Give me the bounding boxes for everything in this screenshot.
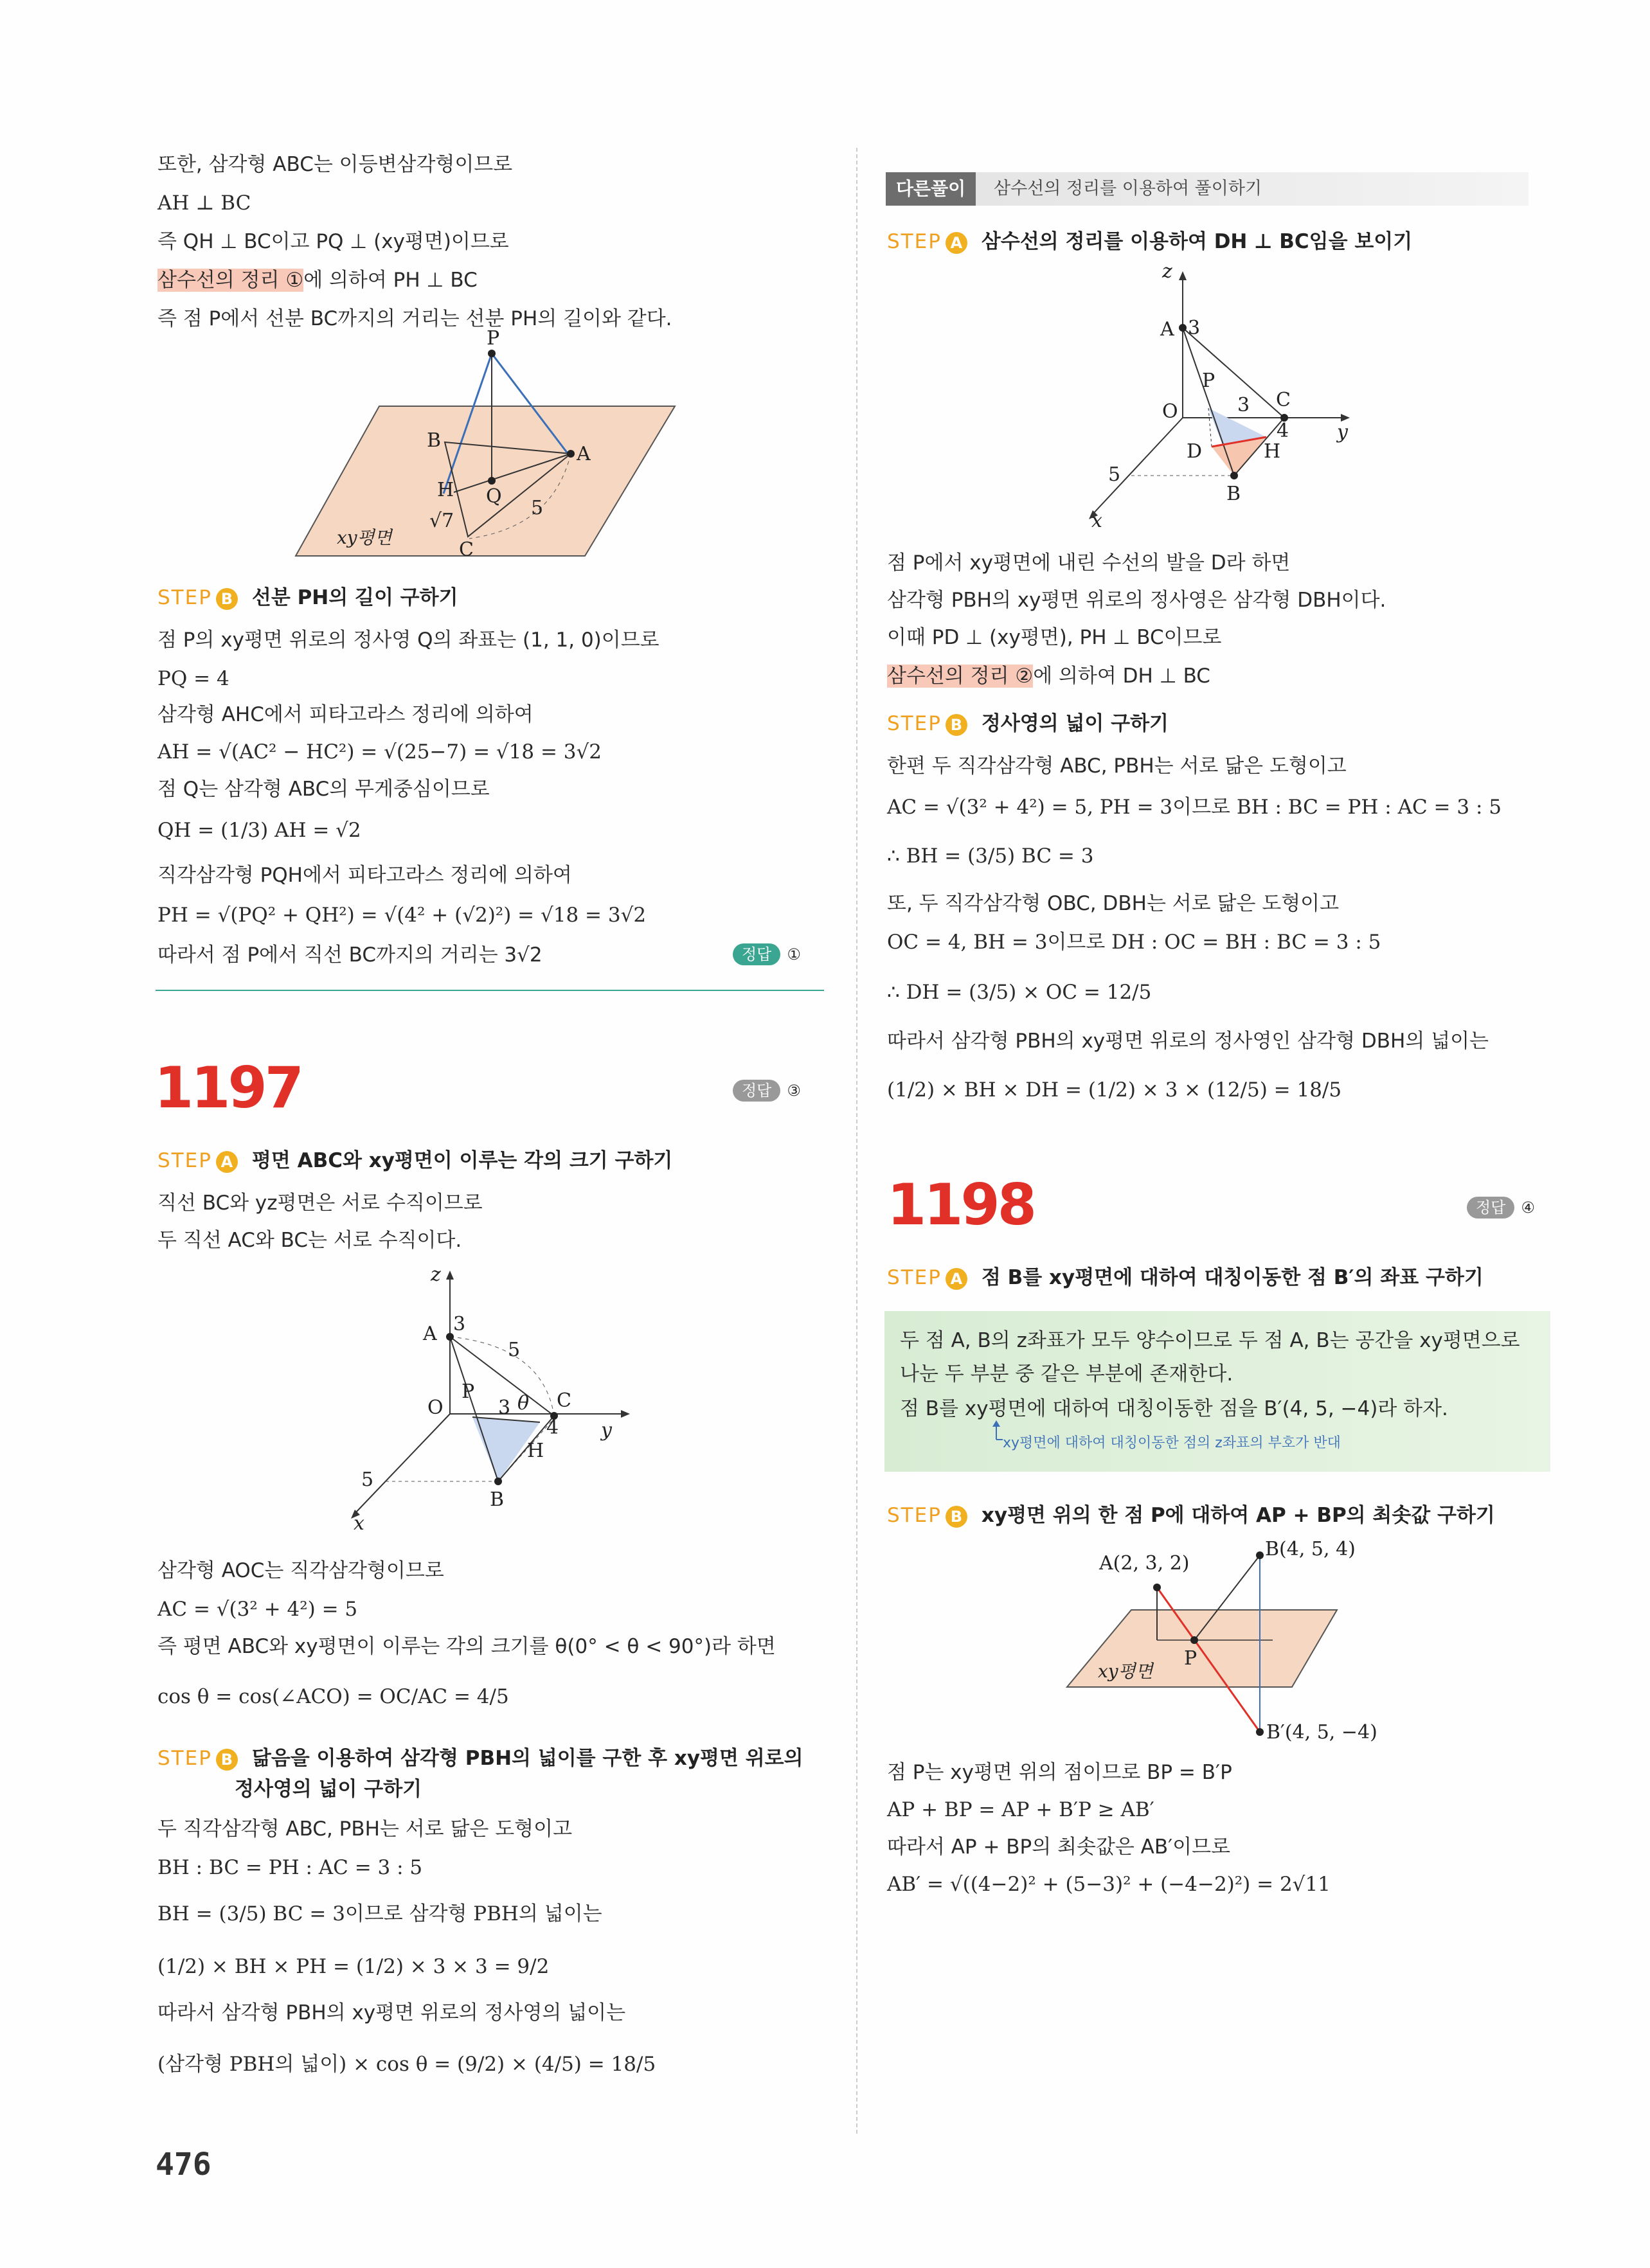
answer-badge: 정답 ④: [1467, 1197, 1535, 1219]
text-line: 삼각형 AHC에서 피타고라스 정리에 의하여: [157, 703, 534, 726]
fig2-label-P: P: [462, 1380, 475, 1403]
text-line: 나눈 두 부분 중 같은 부분에 존재한다.: [900, 1362, 1233, 1386]
text-line: 따라서 삼각형 PBH의 xy평면 위로의 정사영의 넓이는: [157, 2001, 626, 2024]
fig3-label-3: 3: [1188, 317, 1201, 339]
fig3-label-C: C: [1276, 389, 1291, 411]
highlight-theorem: 삼수선의 정리 ②: [887, 665, 1034, 688]
text-line: [887, 663, 1210, 689]
figure-plane-pyramid: [296, 327, 694, 566]
text-segment: 에 의하여 PH ⊥ BC: [303, 269, 478, 292]
fig3-label-z: z: [1162, 260, 1172, 283]
text-line: 직선 BC와 yz평면은 서로 수직이므로: [157, 1192, 483, 1215]
fig2-label-H: H: [527, 1440, 544, 1462]
answer-badge: 정답 ③: [733, 1080, 801, 1102]
math-line: PQ = 4: [157, 667, 229, 690]
fig1-label-plane: xy평면: [337, 527, 392, 548]
fig3-label-B: B: [1226, 483, 1241, 505]
fig1-label-P: P: [487, 327, 500, 350]
text-line: 점 P의 xy평면 위로의 정사영 Q의 좌표는 (1, 1, 0)이므로: [157, 629, 659, 652]
step-a-heading: STEP A 삼수선의 정리를 이용하여 DH ⊥ BC임을 보이기: [887, 230, 1413, 253]
text-segment: 에 의하여 DH ⊥ BC: [1033, 665, 1210, 688]
text-line: 한편 두 직각삼각형 ABC, PBH는 서로 닮은 도형이고: [887, 755, 1347, 778]
math-line: (1/2) × BH × PH = (1/2) × 3 × 3 = 9/2: [157, 1955, 550, 1978]
fig3-label-4: 4: [1277, 420, 1289, 442]
text-line: 또, 두 직각삼각형 OBC, DBH는 서로 닮은 도형이고: [887, 892, 1340, 915]
text-line: 두 직선 AC와 BC는 서로 수직이다.: [157, 1229, 462, 1252]
fig4-label-Bprime: B′(4, 5, −4): [1266, 1721, 1377, 1744]
fig4-label-B: B(4, 5, 4): [1265, 1538, 1356, 1560]
text-line: 따라서 점 P에서 직선 BC까지의 거리는 3√2: [157, 943, 543, 967]
fig1-label-Q: Q: [486, 485, 502, 508]
text-line: 즉 QH ⊥ BC이고 PQ ⊥ (xy평면)이므로: [157, 230, 509, 253]
fig2-label-y: y: [601, 1419, 612, 1442]
annotation-note: xy평면에 대하여 대칭이동한 점의 z좌표의 부호가 반대: [1003, 1435, 1341, 1451]
fig3-label-5: 5: [1108, 463, 1121, 486]
fig4-label-A: A(2, 3, 2): [1099, 1552, 1190, 1575]
math-line: QH = (1/3) AH = √2: [157, 819, 361, 842]
text-line: 두 직각삼각형 ABC, PBH는 서로 닮은 도형이고: [157, 1817, 573, 1841]
math-line: AH = √(AC² − HC²) = √(25−7) = √18 = 3√2: [157, 740, 602, 763]
text-line: 직각삼각형 PQH에서 피타고라스 정리에 의하여: [157, 864, 572, 887]
fig2-label-3: 3: [453, 1313, 466, 1335]
text-line: 점 P는 xy평면 위의 점이므로 BP = B′P: [887, 1761, 1232, 1784]
fig2-label-x: x: [354, 1512, 364, 1535]
step-b-heading: STEP B xy평면 위의 한 점 P에 대하여 AP + BP의 최솟값 구하기: [887, 1504, 1495, 1527]
fig2-label-O: O: [427, 1397, 444, 1419]
text-line: AH ⊥ BC: [157, 192, 251, 215]
math-line: cos θ = cos(∠ACO) = OC/AC = 4/5: [157, 1685, 509, 1708]
math-line: AC = √(3² + 4²) = 5: [157, 1598, 358, 1621]
fig3-label-D: D: [1187, 440, 1203, 463]
fig2-label-5: 5: [508, 1339, 521, 1361]
math-line: (1/2) × BH × DH = (1/2) × 3 × (12/5) = 18/5: [887, 1078, 1342, 1102]
step-b-heading: STEP B 선분 PH의 길이 구하기: [157, 586, 458, 609]
fig2-label-5b: 5: [361, 1469, 374, 1491]
text-line: 두 점 A, B의 z좌표가 모두 양수이므로 두 점 A, B는 공간을 xy평면으로: [900, 1329, 1520, 1352]
text-line: 또한, 삼각형 ABC는 이등변삼각형이므로: [157, 153, 513, 176]
text-line: 따라서 삼각형 PBH의 xy평면 위로의 정사영인 삼각형 DBH의 넓이는: [887, 1030, 1489, 1053]
problem-number: 1197: [154, 1055, 301, 1121]
fig3-label-A: A: [1160, 318, 1174, 341]
fig3-label-3b: 3: [1237, 394, 1250, 416]
fig2-label-3b: 3: [498, 1397, 511, 1419]
math-line: OC = 4, BH = 3이므로 DH : OC = BH : BC = 3 : 5: [887, 931, 1381, 954]
figure-reflection: [1067, 1538, 1427, 1755]
highlight-theorem: 삼수선의 정리 ①: [157, 269, 304, 292]
column-divider: [856, 148, 857, 2134]
step-b-heading: STEP B 정사영의 넓이 구하기: [887, 712, 1169, 735]
math-line: AP + BP = AP + B′P ≥ AB′: [887, 1798, 1154, 1821]
text-line: 삼각형 AOC는 직각삼각형이므로: [157, 1559, 444, 1582]
fig1-label-r7: √7: [429, 510, 454, 532]
figure-axes-1197: [347, 1263, 681, 1546]
step-a-heading: STEP A 점 B를 xy평면에 대하여 대칭이동한 점 B′의 좌표 구하기: [887, 1266, 1484, 1289]
step-b-heading: STEP B 닮음을 이용하여 삼각형 PBH의 넓이를 구한 후 xy평면 위로의: [157, 1747, 803, 1770]
math-line: BH : BC = PH : AC = 3 : 5: [157, 1856, 423, 1879]
fig2-label-4: 4: [546, 1416, 559, 1439]
math-line: ∴ BH = (3/5) BC = 3: [887, 844, 1094, 868]
alt-solution-tag: 다른풀이: [886, 172, 976, 206]
fig3-label-H: H: [1264, 440, 1281, 463]
step-b-heading-cont: 정사영의 넓이 구하기: [235, 1778, 422, 1801]
text-line: 점 P에서 xy평면에 내린 수선의 발을 D라 하면: [887, 551, 1291, 575]
fig1-label-H: H: [437, 479, 454, 501]
fig3-label-y: y: [1337, 421, 1348, 443]
fig1-label-5: 5: [531, 497, 544, 519]
text-line: 즉 점 P에서 선분 BC까지의 거리는 선분 PH의 길이와 같다.: [157, 307, 672, 330]
fig2-label-A: A: [423, 1323, 437, 1345]
step-a-heading: STEP A 평면 ABC와 xy평면이 이루는 각의 크기 구하기: [157, 1149, 673, 1172]
math-line: BH = (3/5) BC = 3이므로 삼각형 PBH의 넓이는: [157, 1902, 602, 1925]
text-line: 점 B를 xy평면에 대하여 대칭이동한 점을 B′(4, 5, −4)라 하자.: [900, 1397, 1448, 1420]
text-line: 점 Q는 삼각형 ABC의 무게중심이므로: [157, 778, 490, 801]
answer-badge: 정답 ①: [733, 943, 801, 965]
note-arrow: [990, 1420, 1003, 1443]
problem-number: 1198: [887, 1172, 1034, 1238]
fig2-label-B: B: [490, 1488, 505, 1511]
fig3-label-O: O: [1162, 400, 1178, 423]
alt-solution-title: 삼수선의 정리를 이용하여 풀이하기: [994, 179, 1262, 199]
math-line: (삼각형 PBH의 넓이) × cos θ = (9/2) × (4/5) = 18/5: [157, 2053, 656, 2076]
text-line: 이때 PD ⊥ (xy평면), PH ⊥ BC이므로: [887, 626, 1222, 649]
math-line: AB′ = √((4−2)² + (5−3)² + (−4−2)²) = 2√11: [887, 1873, 1331, 1896]
fig3-label-x: x: [1091, 510, 1102, 532]
math-line: PH = √(PQ² + QH²) = √(4² + (√2)²) = √18 = 3√2: [157, 904, 647, 927]
text-line: [157, 267, 478, 293]
fig2-label-z: z: [431, 1263, 441, 1286]
fig2-label-theta: θ: [517, 1392, 530, 1415]
text-line: 삼각형 PBH의 xy평면 위로의 정사영은 삼각형 DBH이다.: [887, 589, 1386, 612]
figure-axes-alt: [1080, 260, 1369, 532]
page-number: 476: [156, 2147, 211, 2183]
fig3-label-P: P: [1202, 370, 1215, 392]
text-line: 즉 평면 ABC와 xy평면이 이루는 각의 크기를 θ(0° < θ < 90°)라 하면: [157, 1635, 776, 1658]
math-line: ∴ DH = (3/5) × OC = 12/5: [887, 981, 1152, 1004]
section-divider: [156, 990, 824, 991]
fig4-label-plane: xy평면: [1098, 1661, 1153, 1682]
fig2-label-C: C: [557, 1389, 571, 1412]
fig1-label-C: C: [459, 539, 474, 561]
fig1-label-A: A: [577, 443, 591, 465]
fig4-label-P: P: [1184, 1647, 1197, 1670]
fig1-label-B: B: [427, 429, 442, 452]
math-line: AC = √(3² + 4²) = 5, PH = 3이므로 BH : BC = PH : AC = 3 : 5: [887, 796, 1502, 819]
text-line: 따라서 AP + BP의 최솟값은 AB′이므로: [887, 1835, 1231, 1859]
